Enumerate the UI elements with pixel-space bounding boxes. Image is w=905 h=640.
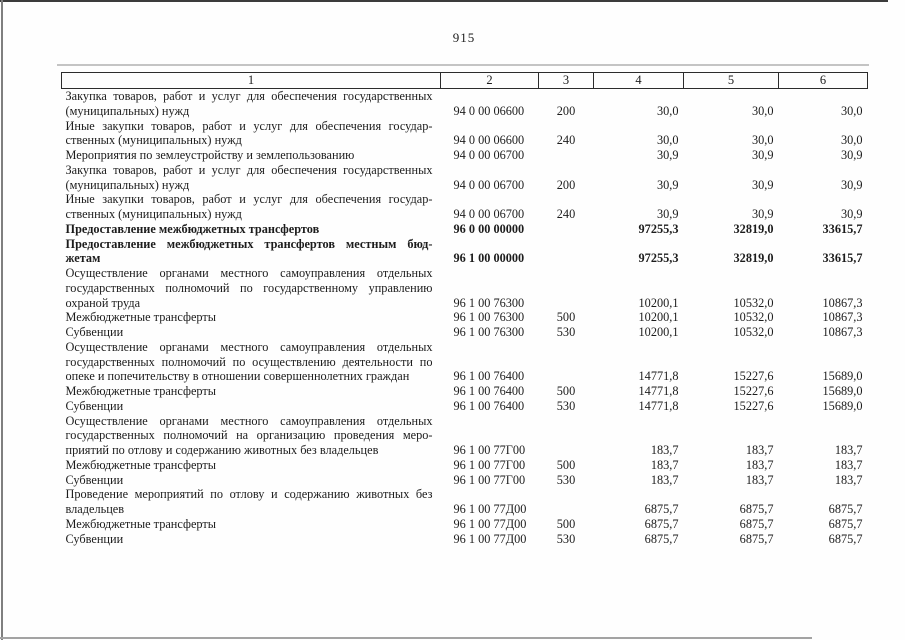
label-line: Иные закупки товаров, работ и услуг для обеспечения государ-	[65, 192, 433, 207]
label-line: Межбюджетные трансферты	[65, 384, 217, 398]
cell-code: 96 1 00 76400	[453, 384, 525, 398]
label-line: Субвенции	[65, 531, 124, 546]
cell-code: 96 1 00 76400	[453, 369, 525, 384]
cell-label	[62, 399, 441, 414]
cell-amount-2: 6875,7	[739, 516, 774, 531]
cell-label	[62, 237, 441, 267]
cell-code: 94 0 00 06700	[453, 207, 525, 221]
label-line: Межбюджетные трансферты	[65, 457, 217, 472]
label-line: Межбюджетные трансферты	[65, 310, 217, 325]
cell-code: 96 0 00 00000	[453, 221, 525, 236]
cell-expense-type: 500	[556, 310, 576, 325]
label-line: Субвенции	[65, 472, 124, 487]
table-row	[62, 487, 868, 517]
label-line: государственных полномочий по государственному управлению	[65, 280, 433, 295]
cell-expense-type: 240	[556, 207, 576, 221]
table-row	[62, 266, 868, 310]
table-row	[62, 119, 868, 149]
cell-amount-3: 30,9	[840, 207, 863, 221]
cell-code: 96 1 00 77Г00	[453, 443, 526, 457]
cell-expense-type: 500	[556, 457, 576, 472]
cell-expense-type: 530	[556, 531, 576, 546]
label-line: Осуществление органами местного самоуправления отдельных	[65, 339, 433, 354]
label-line: Субвенции	[65, 325, 124, 339]
label-line: Осуществление органами местного самоуправления отдельных	[65, 413, 433, 428]
cell-expense-type	[539, 266, 594, 310]
column-header-2: 2	[441, 73, 539, 89]
table-row	[62, 163, 868, 193]
cell-amount-1: 30,0	[656, 133, 679, 148]
scan-border-left	[1, 0, 3, 640]
cell-amount-3: 15689,0	[822, 384, 863, 398]
cell-code: 94 0 00 06700	[453, 177, 525, 192]
cell-expense-type	[539, 222, 594, 237]
cell-amount-1: 10200,1	[638, 295, 679, 310]
cell-amount-3: 15689,0	[822, 369, 863, 384]
cell-amount-2: 15227,6	[733, 369, 774, 384]
cell-amount-1: 97255,3	[638, 251, 679, 266]
cell-code: 94 0 00 06700	[453, 148, 525, 162]
cell-amount-3: 30,0	[840, 103, 863, 118]
cell-label	[62, 414, 441, 458]
column-header-4: 4	[594, 73, 684, 89]
cell-amount-2: 30,0	[751, 133, 774, 148]
cell-amount-2: 30,9	[751, 148, 774, 162]
cell-amount-1: 6875,7	[644, 516, 679, 531]
cell-code: 96 1 00 76400	[453, 398, 525, 413]
cell-label	[62, 148, 441, 163]
label-line: охраной труда	[65, 295, 141, 310]
cell-amount-1: 14771,8	[638, 398, 679, 413]
label-line: владельцев	[65, 502, 125, 516]
label-line: Субвенции	[65, 398, 124, 413]
table-row	[62, 192, 868, 222]
cell-label	[62, 384, 441, 399]
cell-expense-type: 530	[556, 325, 576, 339]
table-row	[62, 532, 868, 547]
cell-code: 96 1 00 76300	[453, 310, 525, 325]
cell-amount-1: 183,7	[650, 443, 679, 457]
cell-label	[62, 487, 441, 517]
cell-code: 96 1 00 00000	[453, 251, 525, 266]
cell-amount-2: 15227,6	[733, 384, 774, 398]
cell-amount-3: 33615,7	[822, 221, 863, 236]
cell-amount-2: 30,9	[751, 207, 774, 221]
label-line: государственных полномочий по осуществлению деятельности по	[65, 354, 433, 369]
cell-label	[62, 266, 441, 310]
cell-amount-1: 30,9	[656, 207, 679, 221]
cell-amount-2: 32819,0	[733, 251, 774, 266]
cell-amount-3: 183,7	[834, 472, 863, 487]
cell-expense-type: 200	[556, 177, 576, 192]
cell-code: 96 1 00 77Г00	[453, 457, 526, 472]
scan-border-top	[0, 0, 888, 2]
cell-amount-3: 183,7	[834, 457, 863, 472]
cell-amount-2: 6875,7	[739, 531, 774, 546]
table-row	[62, 399, 868, 414]
cell-code: 94 0 00 06600	[453, 133, 525, 148]
cell-label	[62, 163, 441, 193]
cell-amount-1: 183,7	[650, 472, 679, 487]
table-row	[62, 325, 868, 340]
cell-label	[62, 517, 441, 532]
cell-amount-3: 6875,7	[828, 516, 863, 531]
cell-amount-2: 6875,7	[739, 502, 774, 516]
cell-amount-3: 33615,7	[822, 251, 863, 266]
budget-table	[61, 72, 868, 546]
scan-border-bottom	[0, 637, 812, 639]
cell-label	[62, 340, 441, 384]
cell-amount-1: 30,9	[656, 148, 679, 162]
column-header-6: 6	[779, 73, 868, 89]
table-row	[62, 414, 868, 458]
cell-amount-2: 10532,0	[733, 325, 774, 339]
cell-expense-type	[539, 487, 594, 517]
label-line: Предоставление межбюджетных трансфертов местным бюд-	[65, 236, 433, 251]
column-header-1: 1	[62, 73, 441, 89]
cell-label	[62, 532, 441, 547]
cell-amount-3: 30,9	[840, 148, 863, 162]
cell-code: 94 0 00 06600	[453, 103, 525, 118]
cell-code: 96 1 00 77Д00	[453, 531, 527, 546]
cell-expense-type	[539, 414, 594, 458]
cell-amount-1: 10200,1	[638, 325, 679, 339]
cell-expense-type	[539, 148, 594, 163]
cell-expense-type: 500	[556, 516, 576, 531]
cell-expense-type: 200	[556, 103, 576, 118]
cell-label	[62, 325, 441, 340]
cell-amount-3: 30,0	[840, 133, 863, 148]
table-row	[62, 473, 868, 488]
cell-amount-1: 30,0	[656, 103, 679, 118]
cell-amount-2: 30,9	[751, 177, 774, 192]
cell-amount-3: 10867,3	[822, 295, 863, 310]
cell-amount-1: 10200,1	[638, 310, 679, 325]
label-line: Иные закупки товаров, работ и услуг для обеспечения государ-	[65, 118, 433, 133]
cell-amount-2: 32819,0	[733, 221, 774, 236]
cell-amount-3: 10867,3	[822, 325, 863, 339]
cell-amount-3: 6875,7	[828, 502, 863, 516]
cell-expense-type: 500	[556, 384, 576, 398]
cell-amount-3: 15689,0	[822, 398, 863, 413]
table-row	[62, 89, 868, 119]
cell-expense-type: 530	[556, 398, 576, 413]
table-row	[62, 148, 868, 163]
cell-expense-type	[539, 340, 594, 384]
page-number: 915	[452, 30, 476, 45]
cell-amount-1: 14771,8	[638, 384, 679, 398]
cell-amount-1: 30,9	[656, 177, 679, 192]
cell-amount-3: 30,9	[840, 177, 863, 192]
cell-code: 96 1 00 77Д00	[453, 502, 527, 516]
cell-label	[62, 222, 441, 237]
label-line: ственных (муниципальных) нужд	[65, 207, 242, 221]
table-row	[62, 222, 868, 237]
cell-amount-1: 6875,7	[644, 531, 679, 546]
label-line: государственных полномочий на организацию проведения меро-	[65, 428, 433, 443]
cell-label	[62, 89, 441, 119]
label-line: Закупка товаров, работ и услуг для обеспечения государственных	[65, 89, 433, 103]
label-line: Мероприятия по землеустройству и землепользованию	[65, 148, 355, 162]
cell-amount-1: 183,7	[650, 457, 679, 472]
cell-amount-3: 183,7	[834, 443, 863, 457]
label-line: Закупка товаров, работ и услуг для обеспечения государственных	[65, 162, 433, 177]
cell-amount-1: 6875,7	[644, 502, 679, 516]
cell-expense-type	[539, 237, 594, 267]
table-body	[62, 89, 868, 547]
cell-code: 96 1 00 77Г00	[453, 472, 526, 487]
label-line: (муниципальных) нужд	[65, 177, 190, 192]
column-header-5: 5	[684, 73, 779, 89]
cell-expense-type: 240	[556, 133, 576, 148]
cell-label	[62, 473, 441, 488]
label-line: приятий по отлову и содержанию животных без владельцев	[65, 443, 379, 457]
label-line: Осуществление органами местного самоуправления отдельных	[65, 266, 433, 280]
cell-amount-1: 14771,8	[638, 369, 679, 384]
cell-label	[62, 192, 441, 222]
label-line: Проведение мероприятий по отлову и содержанию животных без	[65, 487, 433, 502]
table-row	[62, 310, 868, 325]
table-row	[62, 340, 868, 384]
cell-label	[62, 458, 441, 473]
table-row	[62, 237, 868, 267]
label-line: опеке и попечительству в отношении совершеннолетних граждан	[65, 369, 410, 384]
column-header-3: 3	[539, 73, 594, 89]
cell-amount-2: 10532,0	[733, 295, 774, 310]
cell-amount-2: 183,7	[745, 457, 774, 472]
cell-expense-type: 530	[556, 472, 576, 487]
table-row	[62, 384, 868, 399]
cell-amount-2: 10532,0	[733, 310, 774, 325]
cell-label	[62, 119, 441, 149]
label-line: Предоставление межбюджетных трансфертов	[65, 221, 320, 236]
cell-amount-3: 10867,3	[822, 310, 863, 325]
cell-amount-1: 97255,3	[638, 221, 679, 236]
cell-code: 96 1 00 76300	[453, 295, 525, 310]
cell-amount-2: 30,0	[751, 103, 774, 118]
label-line: ственных (муниципальных) нужд	[65, 133, 242, 148]
cell-amount-2: 183,7	[745, 443, 774, 457]
cell-amount-2: 183,7	[745, 472, 774, 487]
label-line: Межбюджетные трансферты	[65, 516, 217, 531]
table-row	[62, 458, 868, 473]
label-line: (муниципальных) нужд	[65, 103, 190, 118]
cell-amount-3: 6875,7	[828, 531, 863, 546]
cell-amount-2: 15227,6	[733, 398, 774, 413]
table-header-row	[62, 73, 868, 89]
cell-code: 96 1 00 76300	[453, 325, 525, 339]
cell-code: 96 1 00 77Д00	[453, 516, 527, 531]
table-row	[62, 517, 868, 532]
scan-artifact-line	[57, 64, 869, 66]
label-line: жетам	[65, 251, 101, 266]
cell-label	[62, 310, 441, 325]
